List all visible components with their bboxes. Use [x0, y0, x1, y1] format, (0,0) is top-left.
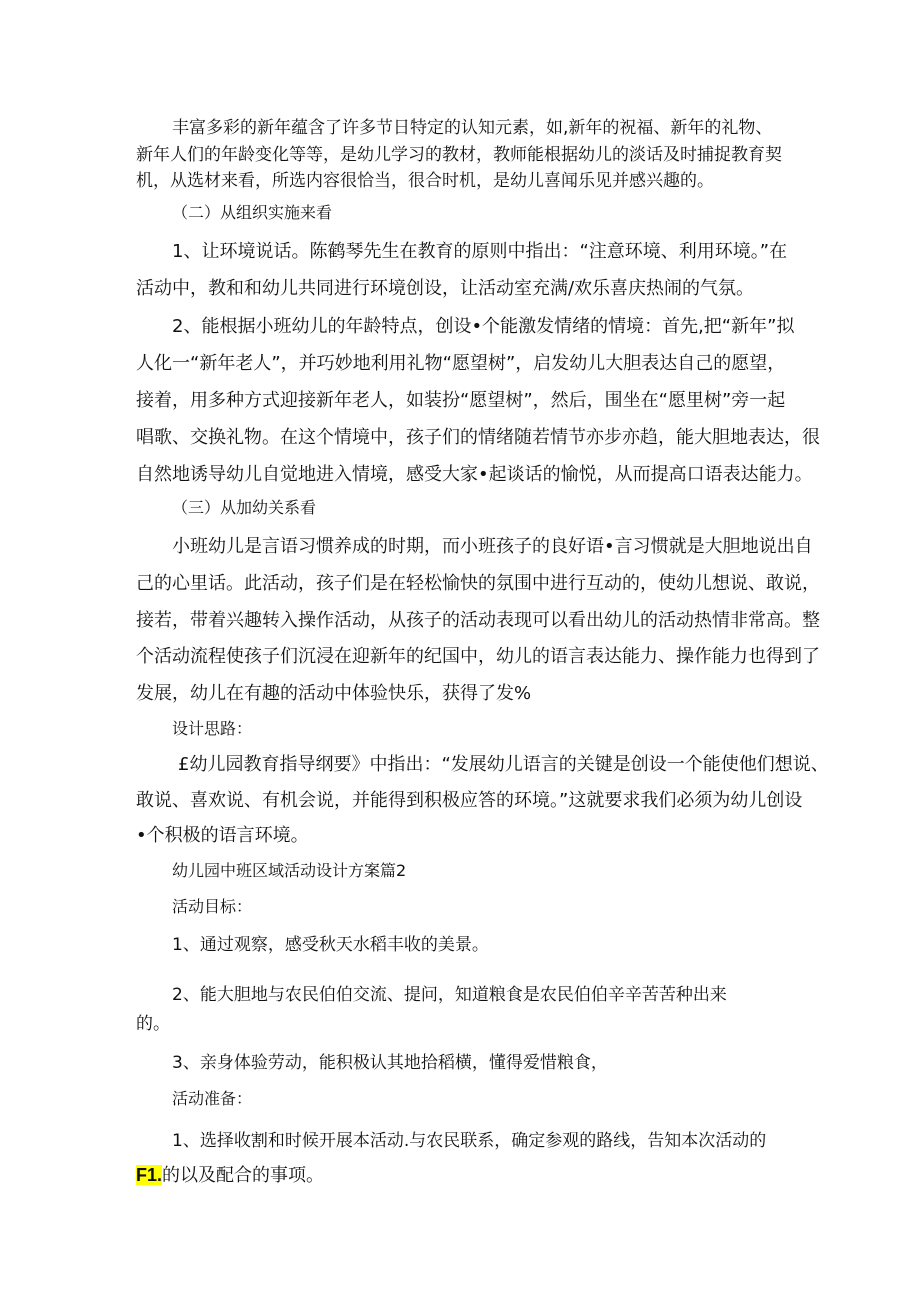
- paragraph-line: 接着，用多种方式迎接新年老人，如装扮“愿望树”，然后，围坐在“愿里树”旁一起: [136, 390, 786, 411]
- paragraph-line: 发展，幼儿在有趣的活动中体验快乐，获得了发%: [136, 683, 532, 704]
- paragraph-line: 机，从选材来看，所选内容很恰当，很合时机，是幼儿喜闻乐见并感兴趣的。: [136, 171, 714, 191]
- goal-item: 3、亲身体验劳动，能积极认其地拾稻横，懂得爱惜粮食，: [172, 1053, 608, 1073]
- goal-item: 2、能大胆地与农民伯伯交流、提问，知道粮食是农民伯伯辛辛苦苦种出来: [172, 985, 727, 1005]
- paragraph-line: 人化一“新年老人”，并巧妙地利用礼物“愿望树”，启发幼儿大胆表达自己的愿望，: [136, 353, 786, 374]
- prep-item-cont: [136, 1161, 324, 1187]
- design-label: 设计思路：: [172, 719, 253, 738]
- paragraph-line: 己的心里话。此活动，孩子们是在轻松愉快的氛围中进行互动的，使幼儿想说、敢说，: [136, 573, 820, 594]
- paragraph-line: 新年人们的年龄变化等等，是幼儿学习的教材，教师能根据幼儿的淡话及时捕捉教育契: [136, 145, 782, 165]
- paragraph-line: 自然地诱导幼儿自觉地进入情境，感受大家•起谈话的愉悦，从而提高口语表达能力。: [136, 464, 813, 485]
- paragraph-line: 丰富多彩的新年蕴含了许多节日特定的认知元素，如,新年的祝福、新年的礼物、: [172, 118, 773, 138]
- section-title: 幼儿园中班区域活动设计方案篇2: [172, 861, 407, 880]
- paragraph-line: 唱歌、交换礼物。在这个情境中，孩子们的情绪随若情节亦步亦趋，能大胆地表达，很: [136, 427, 820, 448]
- paragraph-line: •个积极的语言环境。: [136, 825, 309, 846]
- paragraph-line: 活动中，教和和幼儿共同进行环境创设，让活动室充满/欢乐喜庆热闹的气氛。: [136, 278, 755, 299]
- section-heading: （二）从组织实施来看: [172, 203, 333, 222]
- prep-item: 1、选择收割和时候开展本活动.与农民联系，确定参观的路线，告知本次活动的: [172, 1131, 767, 1151]
- section-heading: （三）从加幼关系看: [172, 498, 317, 517]
- prep-label: 活动准备：: [172, 1089, 253, 1108]
- paragraph-line: 小班幼儿是言语习惯养成的时期，而小班孩子的良好语•言习惯就是大胆地说出自: [172, 536, 813, 557]
- prep-item-cont-text: 的以及配合的事项。: [162, 1165, 325, 1186]
- paragraph-line: 1、让环境说话。陈鹤琴先生在教育的原则中指出：“注意环境、利用环境。”在: [172, 241, 788, 262]
- paragraph-line: 2、能根据小班幼儿的年龄特点，创设•个能激发情绪的情境：首先,把“新年”拟: [172, 316, 795, 337]
- goal-item: 1、通过观察，感受秋天水稻丰收的美景。: [172, 935, 489, 955]
- highlighted-text: F1.: [136, 1165, 163, 1185]
- goal-label: 活动目标：: [172, 897, 253, 916]
- paragraph-line: 接若，带着兴趣转入操作活动，从孩子的活动表现可以看出幼儿的活动热情非常高。整: [136, 610, 820, 631]
- paragraph-line: 敢说、喜欢说、有机会说，并能得到积极应答的环境。”这就要求我们必须为幼儿创设: [136, 790, 803, 811]
- paragraph-line: 个活动流程使孩子们沉浸在迎新年的纪国中，幼儿的语言表达能力、操作能力也得到了: [136, 646, 820, 667]
- goal-item-cont: 的。: [136, 1014, 170, 1034]
- paragraph-line: £幼儿园教育指导纲要》中指出：“发展幼儿语言的关键是创设一个能使他们想说、: [178, 754, 829, 775]
